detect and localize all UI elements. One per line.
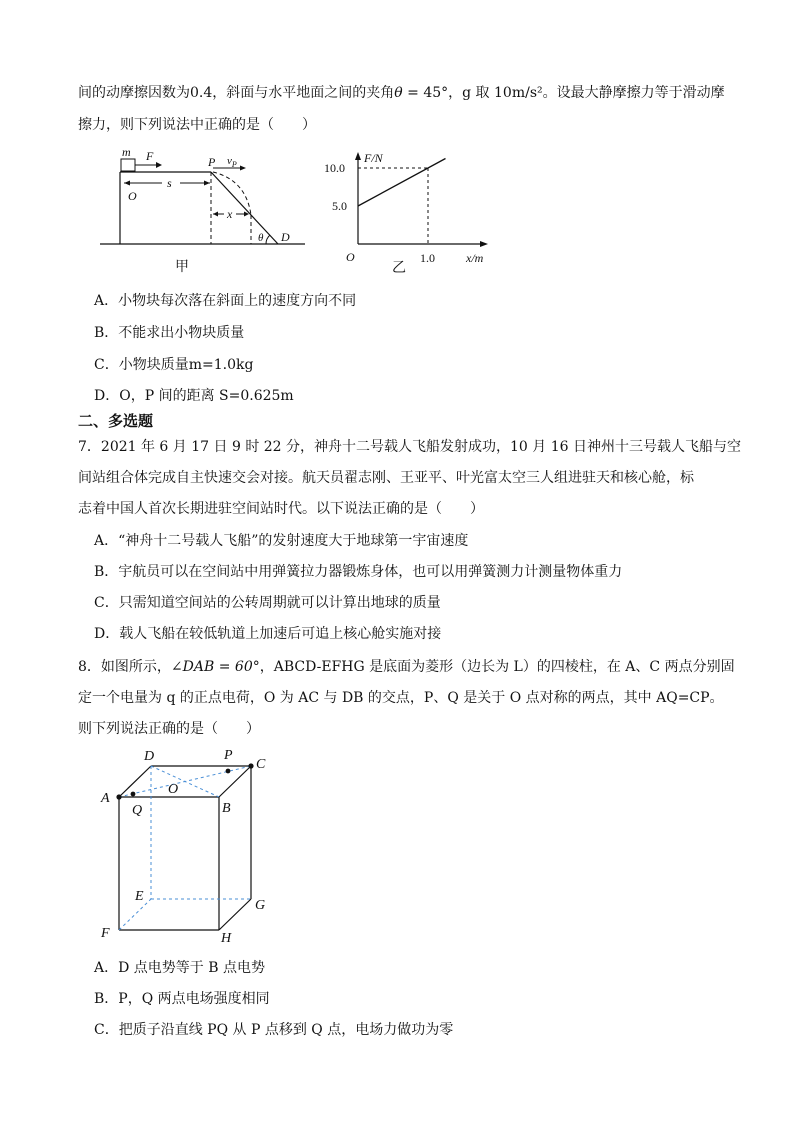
- label-D: D: [144, 749, 155, 764]
- q6-theta: θ: [394, 85, 403, 101]
- label-vp: $v_P$: [227, 155, 237, 169]
- label-F: F: [101, 926, 110, 941]
- label-G: G: [255, 898, 266, 913]
- q7-option-d[interactable]: D．载人飞船在较低轨道上加速后可追上核心舱实施对接: [94, 626, 442, 642]
- q6-option-d[interactable]: D．O，P 间的距离 S=0.625m: [94, 388, 294, 404]
- edge-DA: [119, 766, 151, 797]
- label-D: D: [281, 230, 290, 244]
- edge-BC: [219, 766, 251, 797]
- label-H: H: [221, 931, 232, 946]
- label-C: C: [256, 757, 266, 772]
- q6-stem-text-b: = 45°，g 取 10m/s²。设最大静摩擦力等于滑动摩: [402, 85, 725, 101]
- incline-line: [211, 172, 278, 244]
- label-A: A: [101, 791, 110, 806]
- q7-stem-line1: 7．2021 年 6 月 17 日 9 时 22 分，神舟十二号载人飞船发射成功，10 月 16 日神州十三号载人飞船与空: [78, 439, 742, 455]
- q7-option-a[interactable]: A．“神舟十二号载人飞船”的发射速度大于地球第一宇宙速度: [94, 533, 469, 549]
- y-axis-label: F/N: [364, 151, 383, 165]
- point-P: [226, 769, 231, 774]
- label-F: F: [146, 149, 154, 163]
- diagonal-DB: [151, 766, 219, 797]
- series-line: [358, 159, 446, 207]
- y-tick-5: 5.0: [332, 199, 347, 213]
- q8-angle: ∠DAB = 60°: [170, 659, 260, 675]
- y-tick-10: 10.0: [324, 161, 345, 175]
- block-m: [121, 159, 135, 171]
- q7-option-c[interactable]: C．只需知道空间站的公转周期就可以计算出地球的质量: [94, 595, 441, 611]
- q6-option-a[interactable]: A．小物块每次落在斜面上的速度方向不同: [94, 293, 357, 309]
- q6-stem-line2: 擦力，则下列说法中正确的是（ ）: [78, 117, 316, 133]
- figure-yi-chart: [320, 148, 500, 278]
- q8-stem-line2: 定一个电量为 q 的正点电荷，O 为 AC 与 DB 的交点，P、Q 是关于 O 点对称的两点，其中 AQ=CP。: [78, 690, 724, 706]
- s-arrow-left-head: [124, 181, 130, 186]
- label-P: P: [224, 748, 233, 763]
- caption-yi: 乙: [392, 261, 406, 276]
- figure-jia: [100, 145, 310, 278]
- q6-option-c[interactable]: C．小物块质量m=1.0kg: [94, 357, 254, 373]
- y-axis-arrow: [355, 152, 361, 160]
- q8-stem-line3: 则下列说法正确的是（ ）: [78, 721, 260, 737]
- q6-stem-line1: [78, 82, 725, 102]
- vp-arrow-head: [240, 166, 246, 171]
- x-tick-1: 1.0: [420, 251, 435, 265]
- q6-stem-text-a: 间的动摩擦因数为0.4，斜面与水平地面之间的夹角: [78, 85, 395, 101]
- force-arrow-head: [156, 162, 162, 168]
- s-arrow-right-head: [204, 181, 210, 186]
- angle-arc: [266, 235, 270, 244]
- q8-option-a[interactable]: A．D 点电势等于 B 点电势: [94, 960, 265, 976]
- figure-prism: [95, 742, 285, 952]
- label-theta: θ: [258, 232, 264, 244]
- x-axis-label: x/m: [466, 251, 484, 265]
- point-Q: [131, 792, 136, 797]
- label-O: O: [128, 189, 137, 203]
- label-s: s: [167, 176, 172, 190]
- label-O: O: [168, 782, 179, 797]
- origin-label: O: [346, 250, 355, 264]
- label-P: P: [208, 155, 216, 169]
- q8-option-b[interactable]: B．P，Q 两点电场强度相同: [94, 991, 270, 1007]
- q7-option-b[interactable]: B．宇航员可以在空间站中用弹簧拉力器锻炼身体，也可以用弹簧测力计测量物体重力: [94, 564, 623, 580]
- caption-jia: 甲: [175, 260, 189, 275]
- label-E: E: [135, 889, 144, 904]
- q8-stem-text-b: ，ABCD-EFHG 是底面为菱形（边长为 L）的四棱柱，在 A、C 两点分别固: [259, 659, 735, 675]
- q8-stem-text-a: 8．如图所示，: [78, 659, 171, 675]
- label-B: B: [222, 801, 231, 816]
- section-heading-multiple-choice: 二、多选题: [78, 412, 154, 430]
- label-m: m: [122, 145, 131, 159]
- point-C-charge: [248, 763, 253, 768]
- x-arrow-left-head: [213, 212, 218, 217]
- q8-stem-line1: [78, 656, 735, 676]
- point-A-charge: [116, 794, 121, 799]
- edge-HG: [219, 899, 251, 930]
- q7-stem-line2: 间站组合体完成自主快速交会对接。航天员翟志刚、王亚平、叶光富太空三人组进驻天和核心舱，标: [78, 470, 694, 486]
- label-x: x: [227, 207, 233, 221]
- x-axis-arrow: [480, 241, 488, 247]
- q8-option-c[interactable]: C．把质子沿直线 PQ 从 P 点移到 Q 点，电场力做功为零: [94, 1022, 454, 1038]
- label-Q: Q: [132, 803, 143, 818]
- q7-stem-line3: 志着中国人首次长期进驻空间站时代。以下说法正确的是（ ）: [78, 501, 484, 517]
- q6-option-b[interactable]: B．不能求出小物块质量: [94, 325, 245, 341]
